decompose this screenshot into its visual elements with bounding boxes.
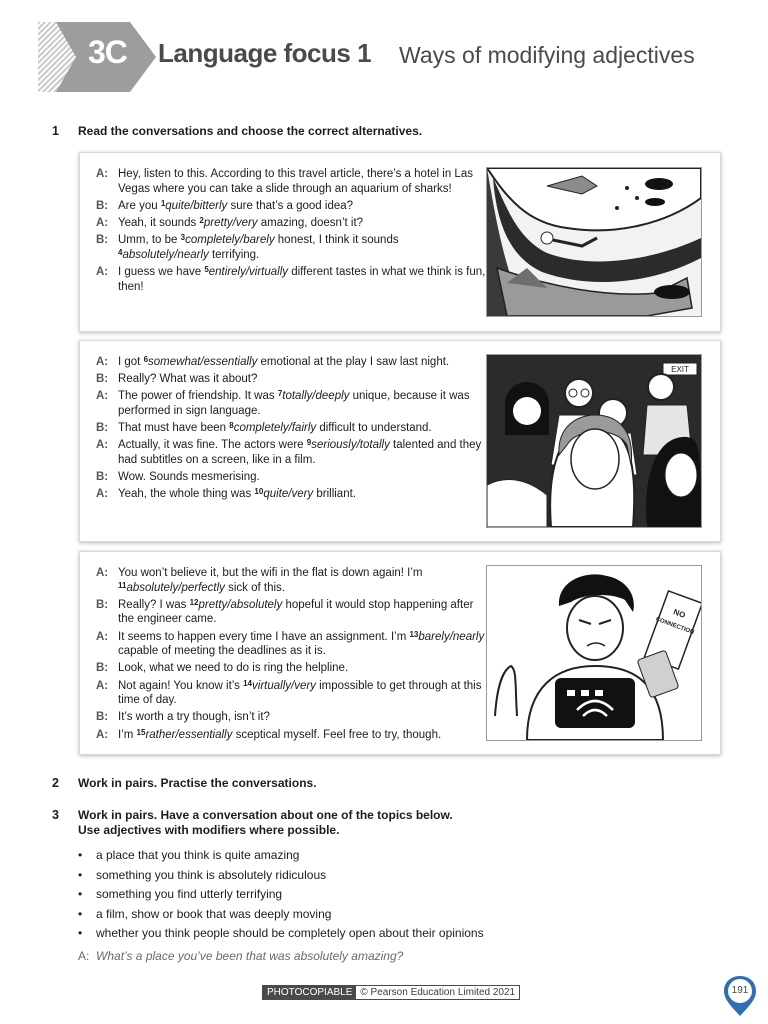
- dialogue-line: [96, 710, 488, 725]
- wifi-frustration-illustration: [486, 565, 702, 741]
- alternative-choice: absolutely/nearly: [122, 248, 209, 261]
- dialogue-text: Really? What was it about?: [118, 373, 258, 386]
- dialogue-text: Actually, it was fine. The actors were $^9$seriously/totally talented and they had subtitles on a screen, like in a film.: [118, 438, 482, 466]
- dialogue-text: Look, what we need to do is ring the helpline.: [118, 662, 349, 675]
- page-title: Language focus 1: [158, 38, 372, 68]
- dialogue-line: [96, 199, 488, 214]
- speaker-label: B:: [96, 662, 109, 675]
- alternative-choice: pretty/absolutely: [198, 598, 283, 611]
- topic-item: • a place that you think is quite amazing: [78, 846, 678, 866]
- page-number: 191: [731, 985, 749, 996]
- dialogue-line: [96, 598, 488, 627]
- speaker-label: A:: [96, 168, 109, 180]
- exercise-3-instruction: [78, 808, 453, 838]
- dialogue-text: It’s worth a try though, isn’t it?: [118, 711, 270, 724]
- dialogue-text: Are you $^1$quite/bitterly sure that’s a good idea?: [118, 198, 354, 212]
- gap-number: 2: [199, 215, 204, 225]
- dialogue-line: [96, 438, 488, 467]
- dialogue-text: Yeah, the whole thing was $^{10}$quite/very brilliant.: [118, 487, 356, 501]
- gap-number: 11: [118, 580, 127, 590]
- topic-item: • something you think is absolutely ridiculous: [78, 866, 678, 886]
- speaker-label: A:: [96, 265, 109, 278]
- topic-item: • a film, show or book that was deeply moving: [78, 905, 678, 925]
- gap-number: 12: [189, 597, 199, 607]
- dialogue-text: That must have been $^8$completely/fairly difficult to understand.: [118, 421, 432, 435]
- dialogue-line: [96, 470, 488, 485]
- no-connection-sign-line1: NO: [672, 607, 687, 620]
- dialogue-line: [96, 661, 488, 676]
- alternative-choice: pretty/very: [203, 216, 258, 229]
- topic-item: • whether you think people should be completely open about their opinions: [78, 924, 678, 944]
- page-subtitle: Ways of modifying adjectives: [399, 42, 695, 68]
- conversation-box-2: [79, 340, 721, 542]
- dialogue-line: [96, 728, 488, 743]
- gap-number: 6: [143, 355, 149, 364]
- alternative-choice: virtually/very: [252, 679, 316, 692]
- example-text: What’s a place you’ve been that was absolutely amazing?: [96, 949, 404, 963]
- speaker-label: B:: [96, 422, 109, 435]
- example-prompt: [78, 949, 403, 963]
- gap-number: 14: [243, 678, 253, 688]
- gap-number: 13: [409, 629, 419, 639]
- exercise-3-instruction-line2: Use adjectives with modifiers where possible.: [78, 823, 340, 837]
- speaker-label: A:: [96, 216, 109, 229]
- unit-code: 3C: [88, 34, 127, 70]
- gap-number: 3: [180, 233, 186, 243]
- gap-number: 15: [136, 727, 146, 737]
- alternative-choice: somewhat/essentially: [148, 356, 258, 368]
- speaker-label: A:: [96, 728, 109, 741]
- speaker-label: A:: [96, 356, 109, 368]
- speaker-label: B:: [96, 199, 109, 212]
- dialogue-line: [96, 167, 488, 196]
- exercise-3-number: 3: [52, 808, 59, 822]
- shark-aquarium-illustration: [486, 167, 702, 317]
- exercise-2-instruction: Work in pairs. Practise the conversations.: [78, 776, 317, 790]
- theatre-audience-illustration: [486, 354, 702, 528]
- speaker-label: A:: [96, 679, 109, 692]
- speaker-label: B:: [96, 373, 109, 386]
- dialogue-line: [96, 233, 488, 262]
- footer-copyright: [262, 985, 520, 1000]
- gap-number: 9: [306, 438, 312, 448]
- dialogue-text: Hey, listen to this. According to this travel article, there’s a hotel in Las Vegas where you can take a slide through an aquarium of sharks!: [118, 168, 473, 195]
- conversation-box-3: [79, 551, 721, 755]
- dialogue-text: It seems to happen every time I have an assignment. I’m $^{13}$barely/nearly capable of meeting the deadlines as it is.: [118, 629, 485, 658]
- conversation-box-1: [79, 152, 721, 332]
- speaker-label: B:: [96, 471, 109, 484]
- gap-number: 7: [277, 389, 283, 399]
- gap-number: 1: [160, 198, 166, 208]
- gap-number: 8: [229, 421, 234, 431]
- dialogue-text: I’m $^{15}$rather/essentially sceptical myself. Feel free to try, though.: [118, 727, 442, 741]
- alternative-choice: seriously/totally: [311, 439, 390, 452]
- alternative-choice: quite/very: [263, 488, 314, 501]
- dialogue-text: I guess we have $^5$entirely/virtually different tastes in what we think is fun, then!: [118, 264, 486, 293]
- speaker-label: A:: [96, 488, 109, 501]
- dialogue-line: [96, 566, 488, 595]
- dialogue-line: [96, 421, 488, 436]
- alternative-choice: completely/fairly: [233, 422, 317, 435]
- photocopiable-label: PHOTOCOPIABLE: [263, 986, 356, 999]
- dialogue-text: Wow. Sounds mesmerising.: [118, 471, 260, 484]
- speaker-label: A:: [96, 567, 109, 579]
- alternative-choice: quite/bitterly: [165, 199, 228, 212]
- dialogue-line: [96, 630, 488, 659]
- dialogue-line: [96, 372, 488, 387]
- topic-item: • something you find utterly terrifying: [78, 885, 678, 905]
- conversation-2: [96, 355, 488, 505]
- gap-number: 4: [118, 247, 123, 257]
- dialogue-line: [96, 355, 488, 370]
- exercise-1-instruction: Read the conversations and choose the correct alternatives.: [78, 124, 423, 138]
- dialogue-text: Really? I was $^{12}$pretty/absolutely hopeful it would stop happening after the engineer came.: [118, 597, 474, 626]
- page-number-pin-icon: [721, 974, 759, 1018]
- dialogue-line: [96, 389, 488, 418]
- exercise-2-number: 2: [52, 776, 59, 790]
- alternative-choice: completely/barely: [185, 234, 275, 247]
- topic-list: [78, 846, 678, 944]
- speaker-label: B:: [96, 598, 109, 611]
- speaker-label: A:: [96, 630, 109, 643]
- dialogue-line: [96, 216, 488, 231]
- dialogue-text: The power of friendship. It was $^7$totally/deeply unique, because it was performed in sign language.: [118, 389, 470, 417]
- no-connection-sign-line2: CONNECTION: [654, 616, 695, 636]
- copyright-text: © Pearson Education Limited 2021: [360, 987, 516, 998]
- gap-number: 5: [204, 264, 209, 274]
- speaker-label: B:: [96, 234, 109, 247]
- dialogue-text: You won’t believe it, but the wifi in the flat is down again! I’m $^{11}$absolutely/perfectly sick of this.: [118, 567, 423, 594]
- example-speaker: A:: [78, 949, 90, 963]
- dialogue-line: [96, 265, 488, 294]
- speaker-label: B:: [96, 711, 109, 724]
- speaker-label: A:: [96, 439, 109, 452]
- exercise-1-number: 1: [52, 124, 59, 138]
- alternative-choice: barely/nearly: [418, 630, 485, 643]
- alternative-choice: rather/essentially: [145, 728, 233, 741]
- dialogue-text: Yeah, it sounds $^2$pretty/very amazing, doesn’t it?: [118, 215, 364, 229]
- dialogue-line: [96, 679, 488, 708]
- exit-sign: EXIT: [671, 365, 689, 374]
- dialogue-text: Not again! You know it’s $^{14}$virtually/very impossible to get through at this time of day.: [118, 678, 482, 707]
- exercise-3-instruction-line1: Work in pairs. Have a conversation about one of the topics below.: [78, 808, 453, 822]
- conversation-3: [96, 566, 488, 745]
- alternative-choice: absolutely/perfectly: [126, 581, 225, 594]
- alternative-choice: entirely/virtually: [208, 265, 289, 278]
- dialogue-text: Umm, to be $^3$completely/barely honest, I think it sounds $^4$absolutely/nearly terrifying.: [118, 233, 399, 261]
- alternative-choice: totally/deeply: [282, 390, 350, 403]
- speaker-label: A:: [96, 390, 109, 403]
- conversation-1: [96, 167, 488, 297]
- gap-number: 10: [254, 487, 264, 497]
- dialogue-text: I got $^6$somewhat/essentially emotional at the play I saw last night.: [118, 355, 450, 368]
- dialogue-line: [96, 487, 488, 502]
- unit-badge: [38, 22, 156, 92]
